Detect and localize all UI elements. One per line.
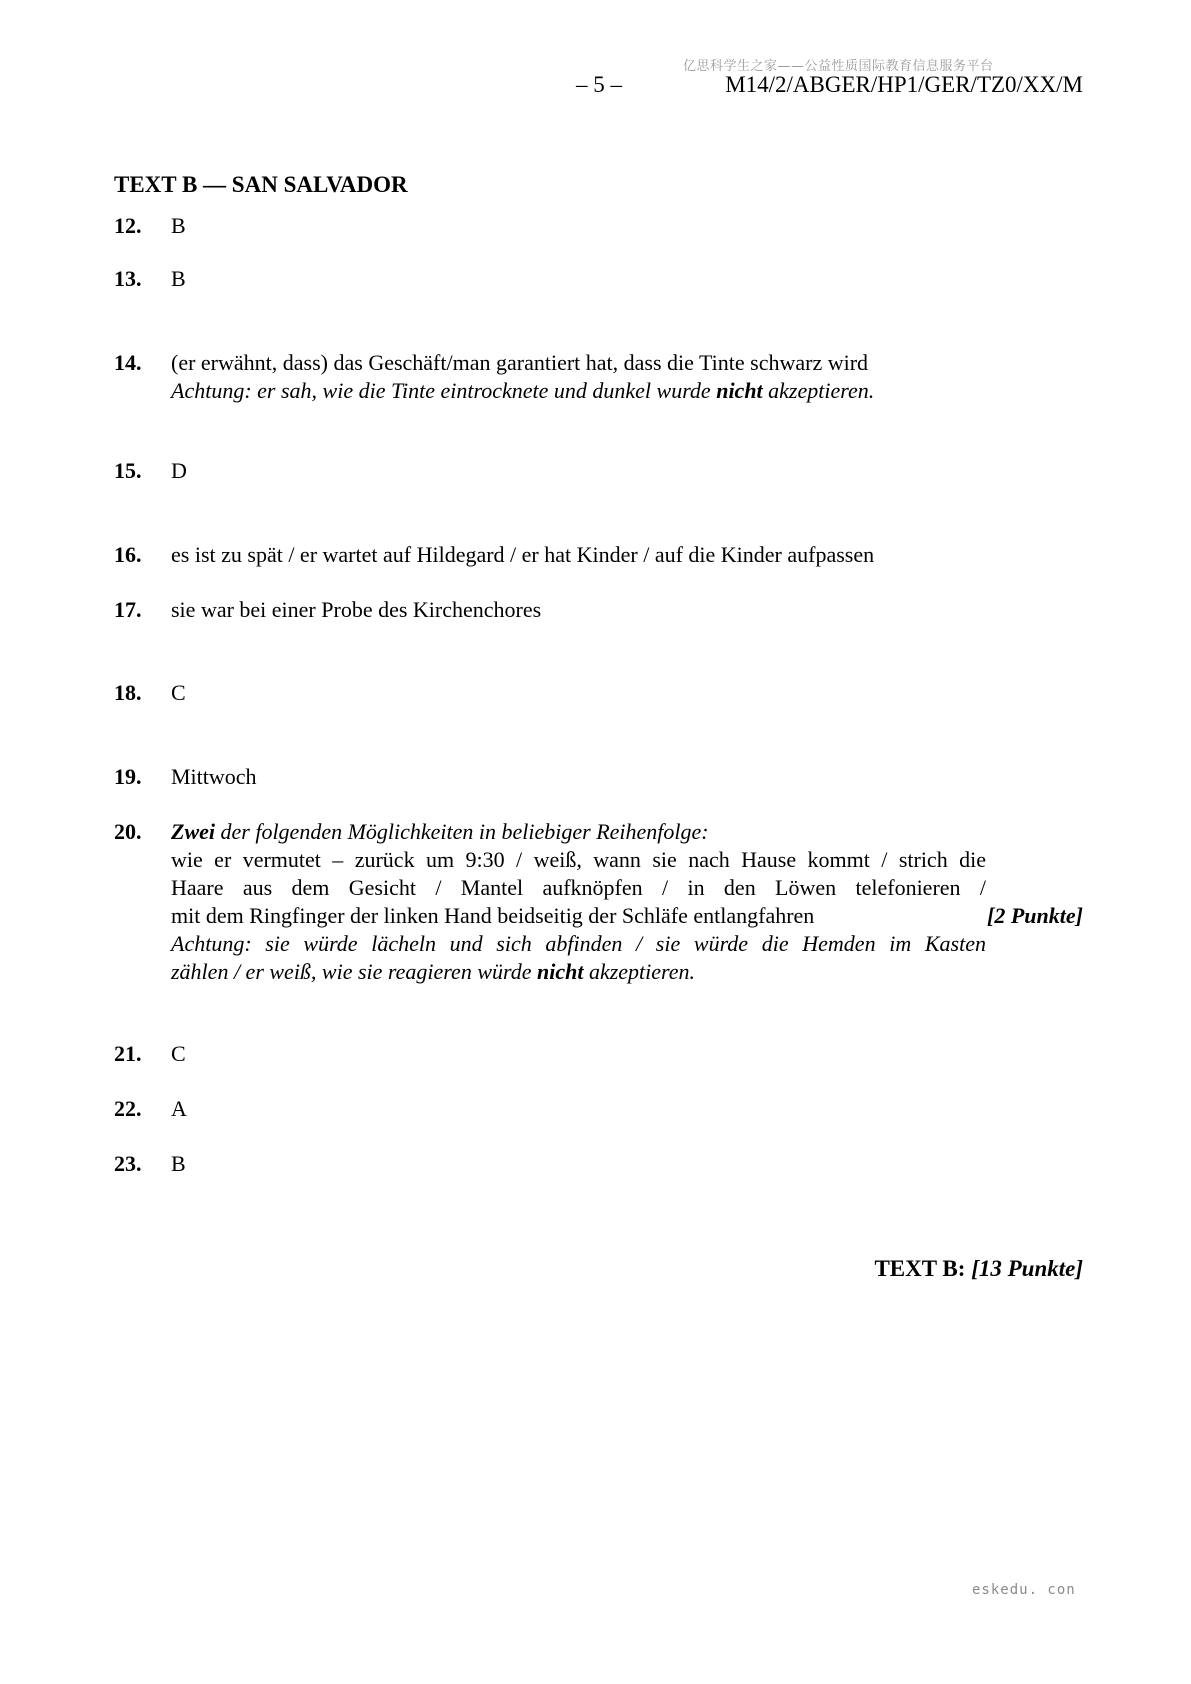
question-number: 19. (114, 764, 142, 789)
total-points: [13 Punkte] (971, 1256, 1083, 1281)
section-total (874, 1256, 1083, 1282)
total-label: TEXT B: (874, 1256, 972, 1281)
footer-watermark: eskedu. con (972, 1582, 1076, 1598)
answer-text: C (171, 1041, 186, 1066)
answer-text: (er erwähnt, dass) das Geschäft/man garantiert hat, dass die Tinte schwarz wird (171, 350, 869, 375)
answer-text: B (171, 266, 186, 291)
answer-text: Mittwoch (171, 764, 257, 789)
answer-text: es ist zu spät / er wartet auf Hildegard / er hat Kinder / auf die Kinder aufpassen (171, 542, 875, 567)
answer-text: sie war bei einer Probe des Kirchenchores (171, 597, 542, 622)
answer-text: D (171, 458, 187, 483)
document-code: M14/2/ABGER/HP1/GER/TZ0/XX/M (725, 72, 1083, 97)
answer-text: C (171, 680, 186, 705)
answer-text: A (171, 1096, 187, 1121)
answer-note: Achtung: er sah, wie die Tinte eintrocknete und dunkel wurde nicht akzeptieren. (171, 378, 875, 403)
section-title: TEXT B — SAN SALVADOR (114, 172, 408, 197)
answer-text: B (171, 1151, 186, 1176)
answer-line: Haare aus dem Gesicht / Mantel aufknöpfen / in den Löwen telefonieren / (171, 875, 986, 900)
points-badge: [2 Punkte] (987, 903, 1083, 928)
question-number: 22. (114, 1096, 142, 1121)
question-number: 17. (114, 597, 142, 622)
answer-intro: Zwei der folgenden Möglichkeiten in beliebiger Reihenfolge: (171, 819, 709, 844)
answer-line: mit dem Ringfinger der linken Hand beidseitig der Schläfe entlangfahren (171, 903, 815, 928)
question-number: 15. (114, 458, 142, 483)
question-number: 14. (114, 350, 142, 375)
question-number: 21. (114, 1041, 142, 1066)
question-number: 13. (114, 266, 142, 291)
question-number: 23. (114, 1151, 142, 1176)
answer-text: B (171, 213, 186, 238)
answer-item-20 (114, 818, 1084, 998)
question-number: 16. (114, 542, 142, 567)
question-number: 20. (114, 819, 142, 844)
question-number: 12. (114, 213, 142, 238)
answer-note: Achtung: sie würde lächeln und sich abfinden / sie würde die Hemden im Kasten (171, 931, 986, 956)
answer-line: wie er vermutet – zurück um 9:30 / weiß, wann sie nach Hause kommt / strich die (171, 847, 986, 872)
header-watermark: 亿思科学生之家——公益性质国际教育信息服务平台 (683, 59, 994, 74)
page-number: – 5 – (576, 72, 622, 97)
answer-note: zählen / er weiß, wie sie reagieren würde nicht akzeptieren. (171, 959, 696, 984)
question-number: 18. (114, 680, 142, 705)
